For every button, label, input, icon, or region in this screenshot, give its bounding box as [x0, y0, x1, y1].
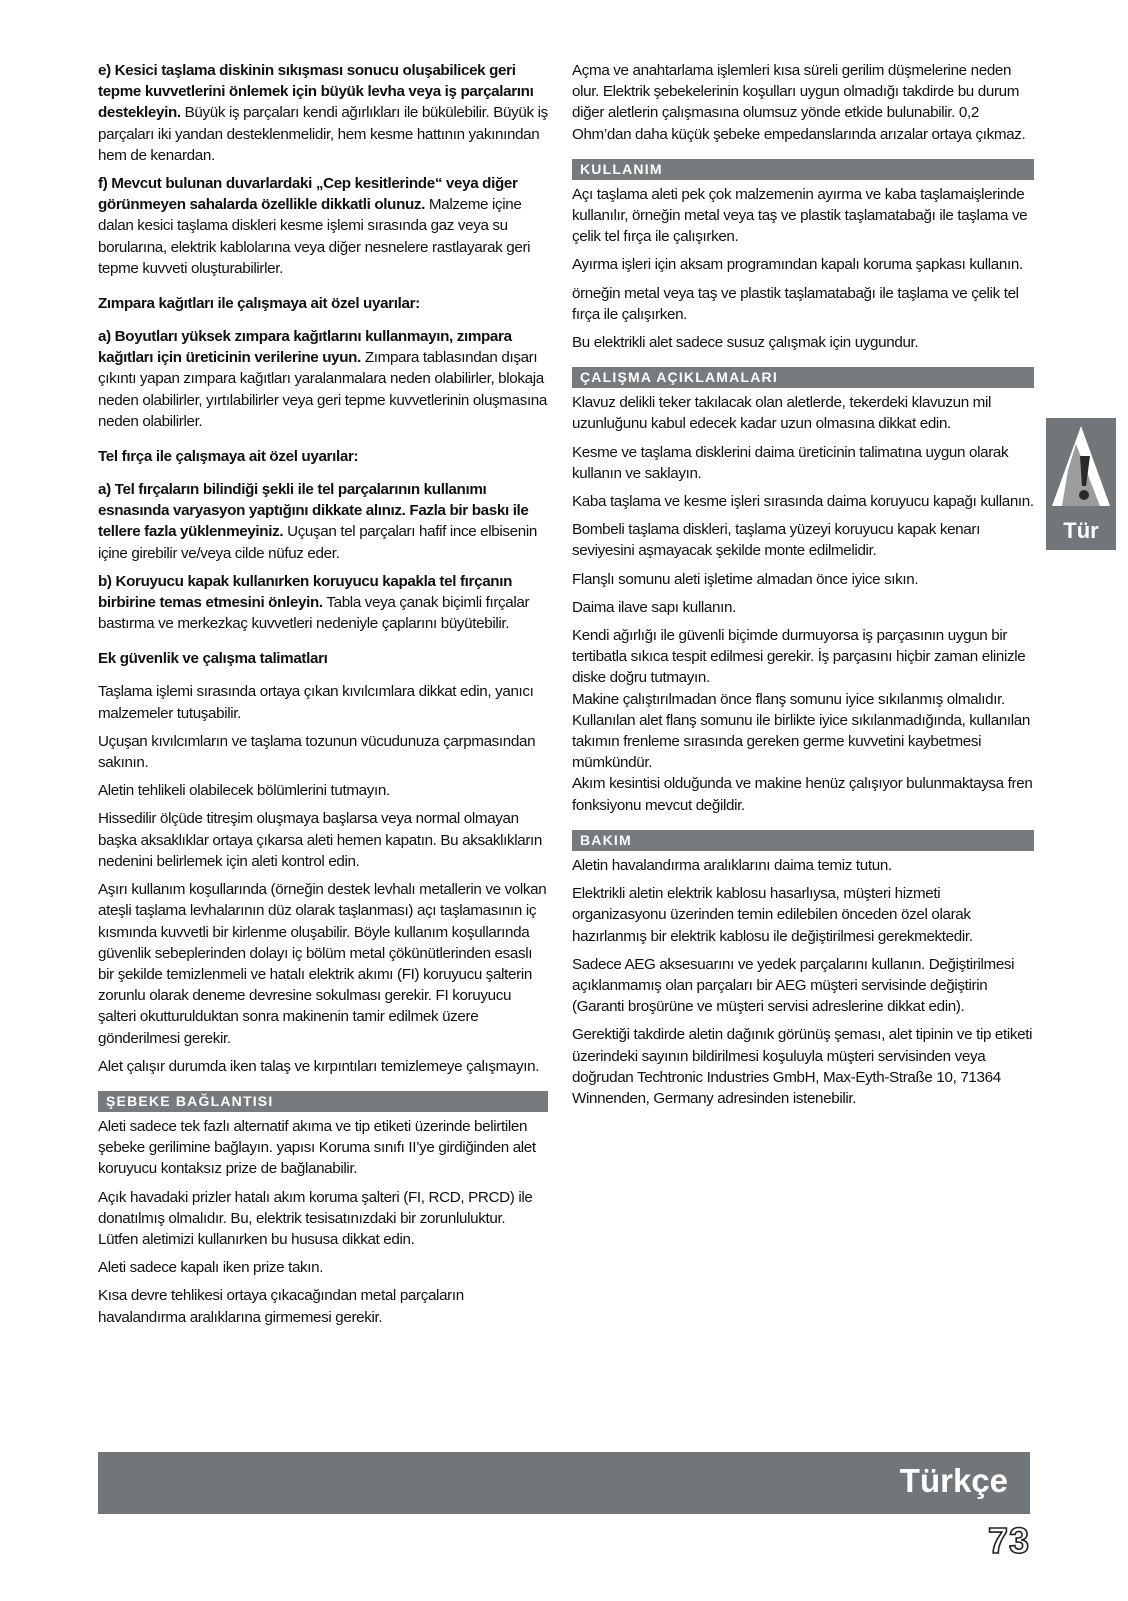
footer-language: Türkçe	[899, 1462, 1008, 1499]
section-bar-maintenance: BAKIM	[572, 830, 1034, 851]
paragraph-sanding-sheets	[98, 326, 548, 432]
left-column	[98, 60, 548, 1335]
paragraph-voltage-drops: Açma ve anahtarlama işlemleri kısa süreli gerilim düşmelerine neden olur. Elektrik şebekelerinin koşulları uygun olmadığı takdirde bu durum diğer aletlerin çalışmasına olumsuz yönde etkide bulunabilir. 0,2 Ohm’dan daha küçük şebeke empedanslarında arızalar ortaya çıkmaz.	[572, 62, 1026, 143]
side-tab-label: Tür	[1063, 518, 1099, 543]
paragraph-text: Zımpara tablasından dışarı çıkıntı yapan zımpara kağıtları yaralanmalara neden olabilirler, blokaja neden olabilirler, yırtılabilirler veya geri tepme kuvvetlerinin oluşmasına neden olabilirler.	[98, 349, 548, 430]
paragraph-note-8: Makine çalıştırılmadan önce flanş somunu iyice sıkılanmış olmalıdır. Kullanılan alet flanş somunu ile birlikte iyice sıkılanmadığında, kullanılan takımın frenleme sırasında gereken germe kuvvetini kaybetmesi mümkündür.	[572, 690, 1030, 772]
paragraph-note-5: Flanşlı somunu aleti işletime almadan önce iyice sıkın.	[572, 570, 919, 588]
paragraph-guard-contact	[98, 571, 548, 635]
paragraph-chips: Alet çalışır durumda iken talaş ve kırpıntıları temizlemeye çalışmayın.	[98, 1057, 540, 1075]
paragraph-use-2: Ayırma işleri için aksam programından kapalı koruma şapkası kullanın.	[572, 256, 1023, 274]
paragraph-use-1: Açı taşlama aleti pek çok malzemenin ayırma ve kaba taşlamaişlerinde kullanılır, örneğin metal veya taş ve plastik taşlamatabağı ile taşlama ve çelik tel fırça ile çalışırken.	[572, 185, 1028, 246]
warning-icon	[1046, 418, 1116, 518]
paragraph-maint-1: Aletin havalandırma aralıklarını daima temiz tutun.	[572, 856, 892, 874]
paragraph-text: Uçuşan tel parçaları hafif ince elbisenin içine girebilir ve/veya cilde nüfuz eder.	[98, 523, 537, 562]
paragraph-note-2: Kesme ve taşlama disklerini daima üreticinin talimatına uygun olarak kullanın ve saklayın.	[572, 443, 1009, 482]
paragraph-sparks: Taşlama işlemi sırasında ortaya çıkan kıvılcımlara dikkat edin, yanıcı malzemeler tutuşabilir.	[98, 683, 534, 722]
paragraph-note-3: Kaba taşlama ve kesme işleri sırasında daima koruyucu kapağı kullanın.	[572, 493, 1034, 511]
heading-sanding: Zımpara kağıtları ile çalışmaya ait özel uyarılar:	[98, 295, 420, 313]
section-bar-mains: ŞEBEKE BAĞLANTISI	[98, 1091, 548, 1112]
paragraph-single-phase: Aleti sadece tek fazlı alternatif akıma ve tip etiketi üzerinde belirtilen şebeke gerilimine bağlayın. yapısı Koruma sınıfı II’ye girdiğinden alet koruyucu kontaksız prize de bağlanabilir.	[98, 1117, 536, 1178]
paragraph-outdoor-sockets: Açık havadaki prizler hatalı akım koruma şalteri (FI, RCD, PRCD) ile donatılmış olmalıdır. Bu, elektrik tesisatınızdaki bir zorunluluktur. Lütfen aletimizi kullanırken bu hususa dikkat edin.	[98, 1188, 533, 1248]
paragraph-maint-2: Elektrikli aletin elektrik kablosu hasarlıysa, müşteri hizmeti organizasyonu üzerinden temin edilebilen önceden özel olarak hazırlanmış bir elektrik kablosu ile değiştirilmesi gerekmektedir.	[572, 885, 973, 945]
paragraph-maint-3: Sadece AEG aksesuarını ve yedek parçalarını kullanın. Değiştirilmesi açıklanmamış olan parçaları bir AEG müşteri servisinde değiştirin (Garanti broşürüne ve müşteri servisi adreslerine dikkat edin).	[572, 955, 1015, 1016]
paragraph-text: Tabla veya çanak biçimli fırçalar bastırma ve merkezkaç kuvvetleri nedeniyle çaplarını büyütebilir.	[98, 594, 530, 633]
paragraph-dangerous-parts: Aletin tehlikeli olabilecek bölümlerini tutmayın.	[98, 782, 390, 800]
bold-lead: a) Tel fırçaların bilindiği şekli ile tel parçalarının kullanımı esnasında varyasyon yaptığını dikkate alınız. Fazla bir baskı ile tellere fazla yüklenmeyiniz.	[98, 481, 529, 541]
paragraph-cutting-support	[98, 60, 548, 166]
paragraph-extreme-use: Aşırı kullanım koşullarında (örneğin destek levhalı metallerin ve volkan ateşli taşlama levhalarının düz olarak taşlanması) açı taşlamasının iç kısmında kuvvetli bir kirlenme oluşabilir. Böyle kullanım koşullarında güvenlik sebeplerinden dolayı iç bölüm metal çökünütlerinden esaslı bir şekilde temizlenmeli ve hatalı elektrik akımı (FI) koruyucu şalterin zorunlu olarak deneme devresine sokulması gerekir. FI koruyucu şalteri okutturulduktan sonra makinenin tamir edilmek üzere gönderilmesi gerekir.	[98, 881, 547, 1047]
paragraph-text: Büyük iş parçaları kendi ağırlıkları ile bükülebilir. Büyük iş parçaları iki yandan desteklenmelidir, hem kesme hattının yakınından hem de kenardan.	[98, 104, 548, 164]
paragraph-pocket-cuts	[98, 173, 548, 279]
heading-wire-brush: Tel fırça ile çalışmaya ait özel uyarılar:	[98, 448, 359, 466]
paragraph-note-6: Daima ilave sapı kullanın.	[572, 598, 736, 616]
section-bar-use: KULLANIM	[572, 159, 1034, 180]
bold-lead: b) Koruyucu kapak kullanırken koruyucu kapakla tel fırçanın birbirine temas etmesini önleyin.	[98, 572, 513, 612]
paragraph-note-7: Kendi ağırlığı ile güvenli biçimde durmuyorsa iş parçasının uygun bir tertibatla sıkıca tespit edilmesi gerekir. İş parçasını hiçbir zaman elinizle diske doğru tutmayın.	[572, 627, 1026, 687]
paragraph-dust: Uçuşan kıvılcımların ve taşlama tozunun vücudunuza çarpmasından sakının.	[98, 732, 536, 772]
paragraph-vibration: Hissedilir ölçüde titreşim oluşmaya başlarsa veya normal olmayan başka aksaklıklar ortaya çıkarsa aleti hemen kapatın. Bu aksaklıkların nedenini belirlemek için aleti kontrol edin.	[98, 810, 543, 870]
paragraph-note-1: Klavuz delikli teker takılacak olan aletlerde, tekerdeki klavuzun mil uzunluğunu kabul edecek kadar uzun olmasına dikkat edin.	[572, 394, 992, 433]
paragraph-plug-in-off: Aleti sadece kapalı iken prize takın.	[98, 1259, 324, 1277]
right-column	[572, 60, 1034, 1116]
bold-lead: e) Kesici taşlama diskinin sıkışması sonucu oluşabilicek geri tepme kuvvetlerini önlemek için büyük levha veya iş parçalarını destekleyin.	[98, 62, 534, 122]
heading-extra-safety: Ek güvenlik ve çalışma talimatları	[98, 650, 328, 668]
paragraph-text: Malzeme içine dalan kesici taşlama diskleri kesme işlemi sırasında gaz veya su borularına, elektrik kablolarına veya diğer nesnelere rastlayarak geri tepme kuvveti oluşturabilirler.	[98, 196, 531, 277]
bold-lead: f) Mevcut bulunan duvarlardaki „Cep kesitlerinde“ veya diğer görünmeyen sahalarda özellikle dikkatli olunuz.	[98, 175, 518, 214]
page-number: 73	[987, 1520, 1030, 1561]
section-bar-working-notes: ÇALIŞMA AÇIKLAMALARI	[572, 367, 1034, 388]
paragraph-note-4: Bombeli taşlama diskleri, taşlama yüzeyi koruyucu kapak kenarı seviyesini aşmayacak şekilde monte edilmelidir.	[572, 521, 980, 560]
paragraph-wire-pieces	[98, 479, 548, 564]
bold-lead: a) Boyutları yüksek zımpara kağıtlarını kullanmayın, zımpara kağıtları için üreticinin verilerine uyun.	[98, 328, 512, 367]
paragraph-maint-4: Gerektiği takdirde aletin dağınık görünüş şeması, alet tipinin ve tip etiketi üzerindeki sayının bildirilmesi koşuluyla müşteri servisinden veya doğrudan Techtronic Industries GmbH, Max-Eyth-Straße 10, 71364 Winnenden, Germany adresinden istenebilir.	[572, 1026, 1033, 1107]
language-side-tab	[1046, 418, 1116, 550]
paragraph-use-3: örneğin metal veya taş ve plastik taşlamatabağı ile taşlama ve çelik tel fırça ile çalışırken.	[572, 284, 1019, 323]
paragraph-use-4: Bu elektrikli alet sadece susuz çalışmak için uygundur.	[572, 334, 919, 352]
paragraph-note-9: Akım kesintisi olduğunda ve makine henüz çalışıyor bulunmaktaysa fren fonksiyonu mevcut değildir.	[572, 775, 1033, 814]
footer-language-bar	[98, 1452, 1030, 1514]
paragraph-short-circuit: Kısa devre tehlikesi ortaya çıkacağından metal parçaların havalandırma aralıklarına girmemesi gerekir.	[98, 1287, 464, 1326]
